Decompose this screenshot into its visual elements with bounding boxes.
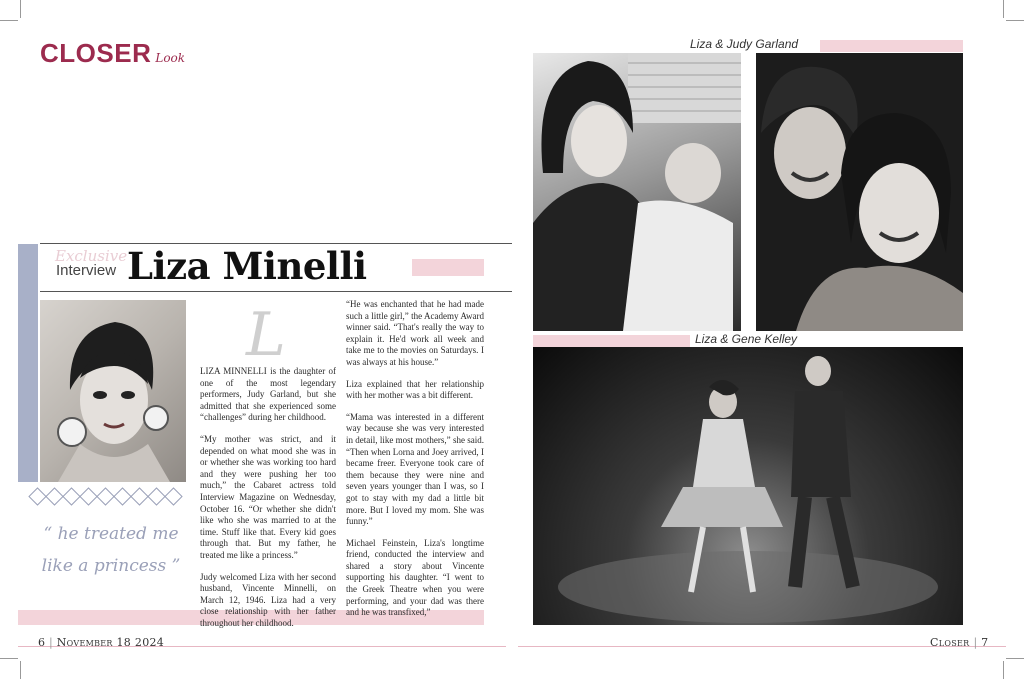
diamond-icon: [147, 487, 165, 505]
crop-mark: [1006, 20, 1024, 21]
crop-mark: [1003, 661, 1004, 679]
kicker-script: Exclusive: [55, 247, 128, 265]
paragraph: “He was enchanted that he had made such a little girl,” the Academy Award winner said. “That's really the way to explain it. He'd work all week and take me to the movies on Saturdays. I was always at his house.”: [346, 299, 484, 367]
photo-judy-baby-illustration: [533, 53, 741, 331]
crop-mark: [0, 658, 18, 659]
paragraph: “Mama was interested in a different way because she was very interested in detail, like most mothers,” she said. “Then when Lorna and Joey arrived, I became freer. Everyone took care of them because they were nine and seven years younger than I was, so I got to stay with my dad a little bit more. But I loved my mom. She was funny.”: [346, 411, 484, 527]
diamond-icon: [28, 487, 46, 505]
portrait-illustration: [40, 300, 186, 482]
diamond-icon: [113, 487, 131, 505]
page-number-right: 7: [981, 636, 989, 649]
title-rule-bottom: [40, 291, 512, 292]
article-column-2: [346, 299, 484, 629]
paragraph: LIZA MINNELLI is the daughter of one of the most legendary performers, Judy Garland, but she admitted that she experienced some “challenges” during her childhood.: [200, 366, 336, 423]
diamond-icon: [96, 487, 114, 505]
article-column-1: [200, 366, 336, 639]
crop-mark: [1006, 658, 1024, 659]
article-title: Liza Minelli: [127, 244, 367, 288]
diamond-ornament-row: [30, 488, 181, 505]
crop-mark: [1003, 0, 1004, 18]
diamond-icon: [130, 487, 148, 505]
crop-mark: [0, 20, 18, 21]
pull-quote: “ he treated me like a princess ”: [41, 524, 181, 576]
caption-pink-bar: [820, 40, 963, 52]
masthead: [40, 38, 185, 69]
folio-left: 6 | November 18 2024: [38, 636, 165, 649]
diamond-icon: [62, 487, 80, 505]
paragraph: Liza explained that her relationship with her mother was a bit different.: [346, 378, 484, 401]
caption-judy-garland: Liza & Judy Garland: [690, 37, 799, 51]
paragraph: Judy welcomed Liza with her second husband, Vincente Minnelli, on March 12, 1946. Liza had a very close relationship with her father throughout her childhood.: [200, 571, 336, 628]
issue-date: November 18 2024: [56, 636, 165, 649]
diamond-icon: [164, 487, 182, 505]
photo-liza-judy-illustration: [756, 53, 963, 331]
masthead-section: Look: [155, 51, 186, 65]
caption-gene-kelley: Liza & Gene Kelley: [695, 332, 798, 346]
folio-right: Closer | 7: [930, 636, 989, 649]
page-number-left: 6: [38, 636, 45, 649]
crop-mark: [20, 661, 21, 679]
photo-judy-with-baby: [533, 53, 741, 331]
drop-cap: L: [246, 300, 286, 370]
folio-brand: Closer: [930, 636, 970, 649]
portrait-photo: [40, 300, 186, 482]
photo-dance-illustration: [533, 347, 963, 625]
diamond-icon: [79, 487, 97, 505]
caption-pink-bar: [533, 335, 690, 347]
diamond-icon: [45, 487, 63, 505]
photo-liza-and-judy: [756, 53, 963, 331]
paragraph: Michael Feinstein, Liza's longtime friend, conducted the interview and shared a story about Vincente supporting his daughter. “I went to the Greek Theatre when you were performing, and your dad was there and he was transfixed,”: [346, 537, 484, 618]
title-pink-bar: [412, 259, 484, 276]
left-accent-bar: [18, 244, 38, 482]
masthead-brand: CLOSER: [40, 38, 152, 68]
photo-liza-gene-dancing: [533, 347, 963, 625]
crop-mark: [20, 0, 21, 18]
paragraph: “My mother was strict, and it depended on what mood she was in or whether she was working too hard and they were pushing her too much,” the Cabaret actress told Interview Magazine on Wednesday, October 16. “Or whether she didn't like who she was married to at the time. Stuff like that. Every kid goes through that. But my father, he treated me like a princess.”: [200, 433, 336, 560]
kicker-label: Interview: [56, 262, 117, 279]
